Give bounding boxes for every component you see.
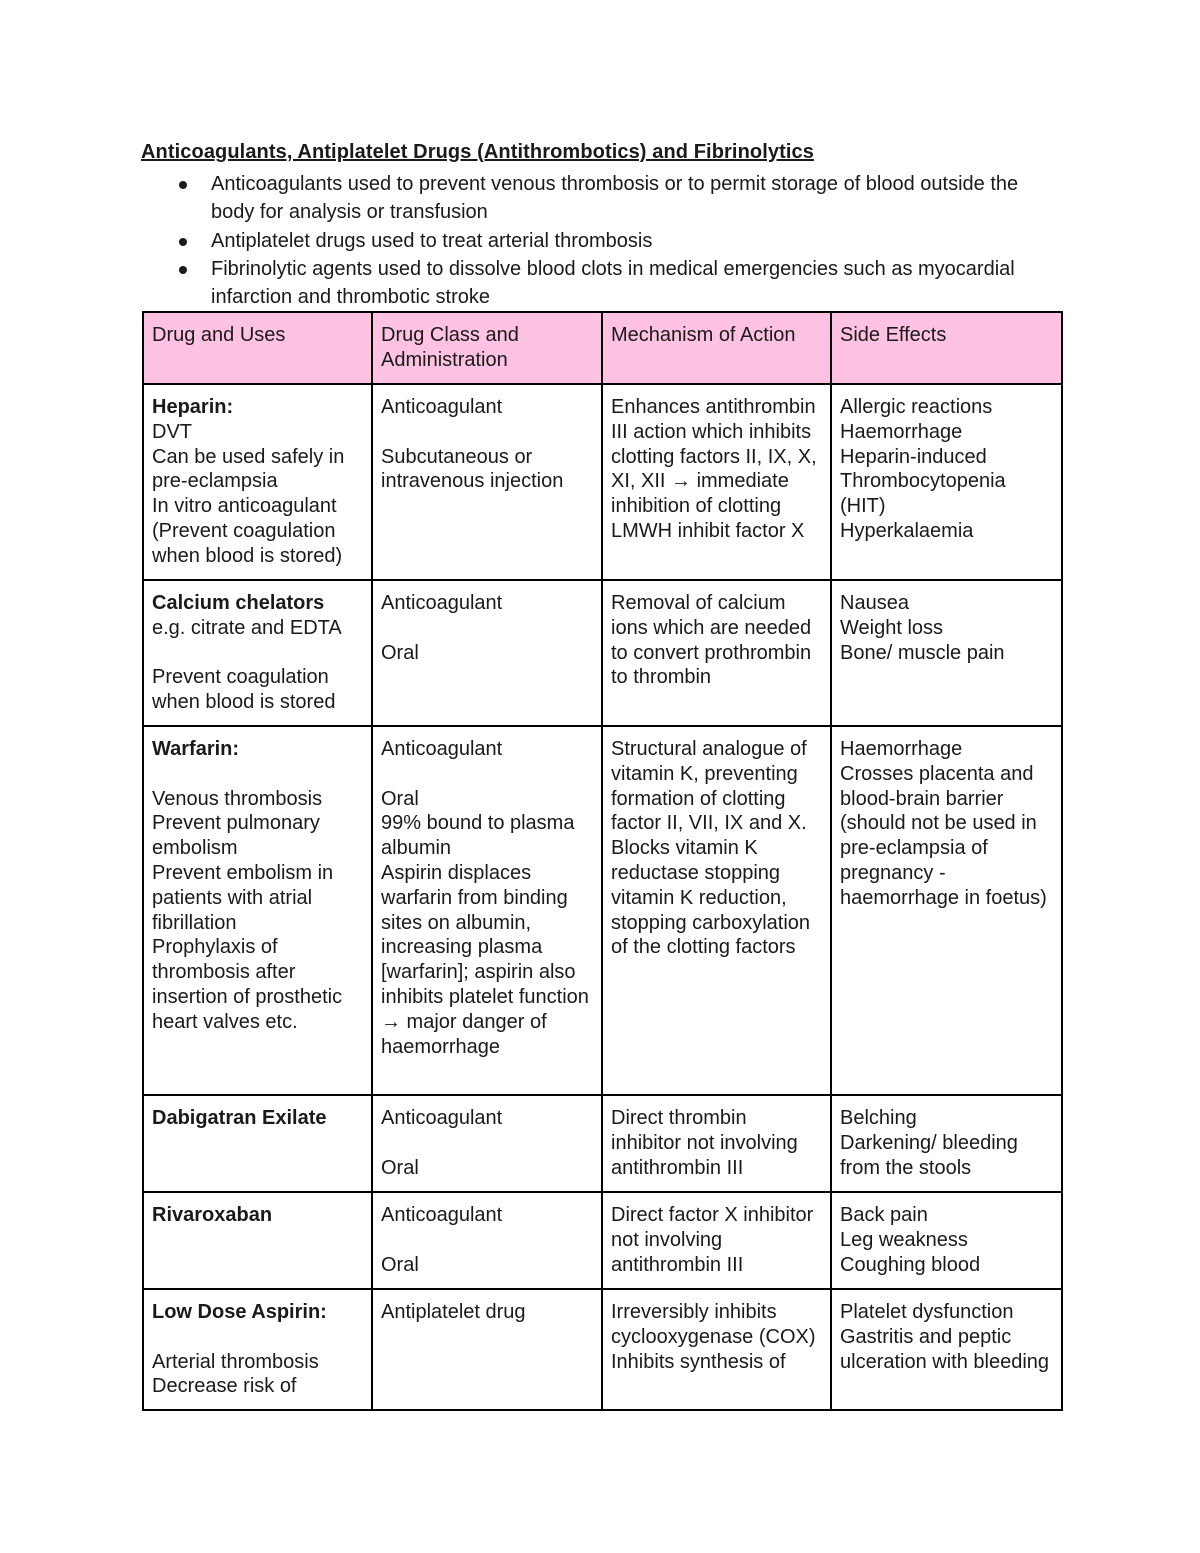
header-drug-and-uses: Drug and Uses	[143, 312, 372, 384]
cell-mechanism	[602, 1095, 831, 1192]
cell-uses	[143, 1289, 372, 1410]
cell-line: Heparin-induced Thrombocytopenia (HIT)	[840, 445, 1006, 518]
cell-uses	[143, 580, 372, 726]
cell-line	[381, 420, 593, 445]
cell-line: Prevent pulmonary embolism	[152, 812, 320, 860]
cell-line: Venous thrombosis	[152, 787, 323, 810]
cell-line: Leg weakness	[840, 1228, 968, 1251]
table-header-row	[143, 312, 1062, 384]
bullet-icon	[179, 266, 187, 274]
table-row	[143, 580, 1062, 726]
drug-name: Calcium chelators	[152, 592, 325, 614]
cell-line	[152, 641, 363, 666]
bullet-item	[141, 255, 1061, 312]
table-row	[143, 384, 1062, 580]
header-mechanism: Mechanism of Action	[602, 312, 831, 384]
cell-side-effects	[831, 1289, 1062, 1410]
table-row	[143, 1289, 1062, 1410]
cell-side-effects	[831, 384, 1062, 580]
cell-line: 99% bound to plasma albumin	[381, 812, 575, 860]
bullet-text: Antiplatelet drugs used to treat arterial thrombosis	[211, 229, 653, 252]
cell-uses	[143, 1095, 372, 1192]
bullet-item	[141, 170, 1061, 227]
cell-line: Belching	[840, 1107, 917, 1129]
cell-uses	[143, 726, 372, 1095]
cell-line: Back pain	[840, 1204, 928, 1226]
cell-line: Nausea	[840, 592, 909, 614]
cell-line	[152, 1325, 363, 1350]
cell-line: Direct factor X inhibitor not involving antithrombin III	[611, 1204, 814, 1276]
cell-line: Aspirin displaces warfarin from binding sites on albumin, increasing plasma [warfarin]; aspirin also inhibits platelet function → major danger of haemorrhage	[381, 861, 589, 1058]
cell-line: Hyperkalaemia	[840, 519, 974, 542]
cell-mechanism	[602, 1192, 831, 1289]
cell-line: Can be used safely in pre-eclampsia	[152, 445, 345, 493]
cell-line: Platelet dysfunction	[840, 1301, 1014, 1323]
cell-class-admin	[372, 726, 602, 1095]
cell-line: Anticoagulant	[381, 396, 503, 418]
cell-line: Oral	[381, 1156, 419, 1179]
cell-line: Anticoagulant	[381, 1107, 503, 1129]
table-row	[143, 1192, 1062, 1289]
cell-line: Crosses placenta and blood-brain barrier (should not be used in pre-eclampsia of pregnancy - haemorrhage in foetus)	[840, 762, 1047, 909]
cell-line: Oral	[381, 787, 419, 810]
cell-line: Haemorrhage	[840, 738, 963, 760]
drug-name: Dabigatran Exilate	[152, 1107, 327, 1129]
cell-line: Enhances antithrombin III action which inhibits clotting factors II, IX, X, XI, XII → immediate inhibition of clotting	[611, 396, 817, 518]
bullet-item	[141, 227, 1061, 255]
cell-line: Gastritis and peptic ulceration with bleeding	[840, 1325, 1050, 1373]
bullet-text: Anticoagulants used to prevent venous thrombosis or to permit storage of blood outside the body for analysis or transfusion	[211, 173, 1019, 224]
cell-class-admin	[372, 580, 602, 726]
cell-line	[381, 1228, 593, 1253]
cell-line: Subcutaneous or intravenous injection	[381, 445, 564, 493]
cell-line: Inhibits synthesis of	[611, 1350, 786, 1373]
cell-mechanism	[602, 384, 831, 580]
cell-line	[381, 616, 593, 641]
cell-line: Structural analogue of vitamin K, preventing formation of clotting factor II, VII, IX and X. Blocks vitamin K reductase stopping vitamin K reduction, stopping carboxylation of the clotting factors	[611, 738, 811, 959]
cell-line: Oral	[381, 1253, 419, 1276]
drug-name: Heparin:	[152, 396, 234, 418]
cell-line	[381, 762, 593, 787]
cell-line: Irreversibly inhibits cyclooxygenase (COX)	[611, 1301, 816, 1348]
cell-mechanism	[602, 726, 831, 1095]
drug-name: Warfarin:	[152, 738, 240, 760]
cell-class-admin	[372, 1095, 602, 1192]
cell-class-admin	[372, 384, 602, 580]
drug-name: Rivaroxaban	[152, 1204, 273, 1226]
bullet-icon	[179, 181, 187, 189]
cell-line	[381, 1131, 593, 1156]
cell-line: Arterial thrombosis	[152, 1350, 319, 1373]
cell-line: LMWH inhibit factor X	[611, 519, 805, 542]
cell-side-effects	[831, 726, 1062, 1095]
cell-line: Antiplatelet drug	[381, 1301, 526, 1323]
cell-uses	[143, 1192, 372, 1289]
intro-bullet-list	[141, 170, 1061, 311]
drug-table	[142, 311, 1063, 1411]
cell-line: DVT	[152, 420, 192, 443]
header-side-effects: Side Effects	[831, 312, 1062, 384]
cell-line	[152, 762, 363, 787]
page-title: Anticoagulants, Antiplatelet Drugs (Antithrombotics) and Fibrinolytics	[141, 141, 814, 163]
cell-line: Prevent coagulation when blood is stored	[152, 666, 336, 714]
cell-line: Anticoagulant	[381, 592, 503, 614]
cell-line: Anticoagulant	[381, 1204, 503, 1226]
cell-line: Haemorrhage	[840, 420, 963, 443]
table-row	[143, 1095, 1062, 1192]
cell-line: Darkening/ bleeding from the stools	[840, 1131, 1018, 1179]
bullet-icon	[179, 238, 187, 246]
cell-line: Anticoagulant	[381, 738, 503, 760]
cell-mechanism	[602, 580, 831, 726]
cell-side-effects	[831, 1192, 1062, 1289]
cell-line: Prevent embolism in patients with atrial fibrillation	[152, 861, 334, 934]
cell-side-effects	[831, 1095, 1062, 1192]
cell-line: Coughing blood	[840, 1253, 981, 1276]
cell-line: Oral	[381, 641, 419, 664]
cell-line: e.g. citrate and EDTA	[152, 616, 342, 639]
drug-name: Low Dose Aspirin:	[152, 1301, 327, 1323]
cell-line: Bone/ muscle pain	[840, 641, 1005, 664]
cell-line: Allergic reactions	[840, 396, 993, 418]
cell-side-effects	[831, 580, 1062, 726]
cell-line: In vitro anticoagulant (Prevent coagulation when blood is stored)	[152, 495, 343, 567]
cell-line: Weight loss	[840, 616, 944, 639]
cell-line: Decrease risk of	[152, 1375, 297, 1398]
header-drug-class: Drug Class and Administration	[372, 312, 602, 384]
cell-line: Prophylaxis of thrombosis after insertion of prosthetic heart valves etc.	[152, 936, 343, 1033]
cell-class-admin	[372, 1289, 602, 1410]
cell-class-admin	[372, 1192, 602, 1289]
bullet-text: Fibrinolytic agents used to dissolve blood clots in medical emergencies such as myocardial infarction and thrombotic stroke	[211, 257, 1015, 309]
cell-mechanism	[602, 1289, 831, 1410]
cell-line: Direct thrombin inhibitor not involving antithrombin III	[611, 1107, 798, 1179]
table-row	[143, 726, 1062, 1095]
cell-uses	[143, 384, 372, 580]
cell-line: Removal of calcium ions which are needed to convert prothrombin to thrombin	[611, 592, 812, 689]
